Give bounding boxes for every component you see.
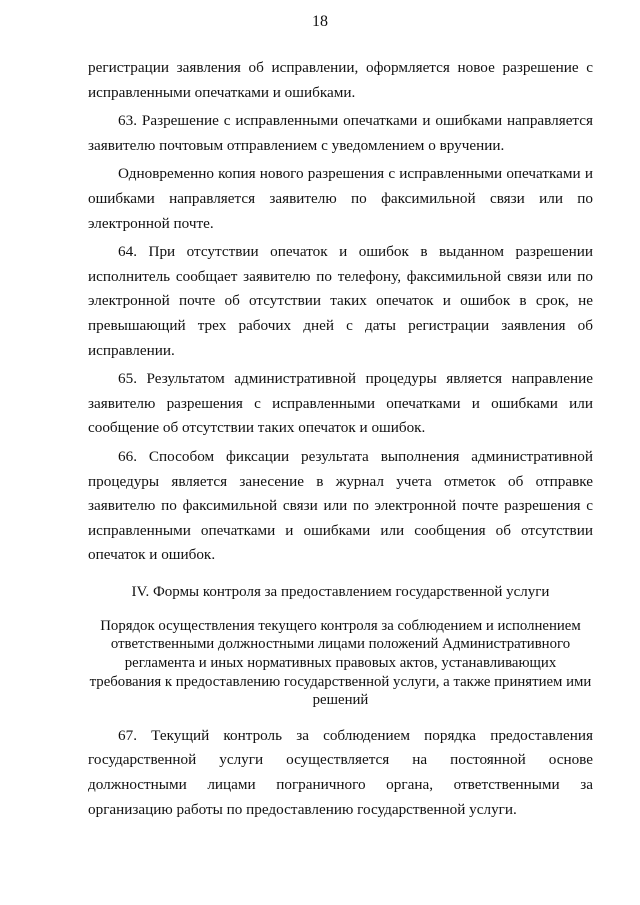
section-heading: IV. Формы контроля за предоставлением государственной услуги	[131, 583, 550, 600]
paragraph-63-copy: Одновременно копия нового разрешения с исправленными опечатками и ошибками направляется заявителю по факсимильной связи или по электронной почте.	[88, 165, 593, 232]
paragraph-continuation: регистрации заявления об исправлении, оформляется новое разрешение с исправленными опечатками и ошибками.	[88, 59, 593, 101]
paragraph-63: 63. Разрешение с исправленными опечатками и ошибками направляется заявителю почтовым отправлением с уведомлением о вручении.	[88, 112, 593, 154]
paragraph-66: 66. Способом фиксации результата выполнения административной процедуры является занесение в журнал учета отметок об отправке заявителю по факсимильной связи или по электронной почте разрешения с исправленными опечатками и ошибками или сообщения об отсутствии опечаток и ошибок.	[88, 447, 593, 564]
paragraph-65: 65. Результатом административной процедуры является направление заявителю разрешения с исправленными опечатками и ошибками или сообщение об отсутствии таких опечаток и ошибок.	[88, 370, 593, 437]
document-body	[88, 56, 593, 822]
subsection-heading: Порядок осуществления текущего контроля за соблюдением и исполнением ответственными должностными лицами положений Административного регламента и иных нормативных правовых актов, устанавливающих требования к предоставлению государственной услуги, а также принятием ими решений	[89, 617, 592, 709]
paragraph-64: 64. При отсутствии опечаток и ошибок в выданном разрешении исполнитель сообщает заявителю по телефону, факсимильной связи или по электронной почте об отсутствии таких опечаток и ошибок в срок, не превышающий трех рабочих дней с даты регистрации заявления об исправлении.	[88, 243, 593, 359]
paragraph-67: 67. Текущий контроль за соблюдением порядка предоставления государственной услуги осуществляется на постоянной основе должностными лицами пограничного органа, ответственными за организацию работы по предоставлению государственной услуги.	[88, 726, 593, 818]
page-number: 18	[312, 13, 328, 30]
